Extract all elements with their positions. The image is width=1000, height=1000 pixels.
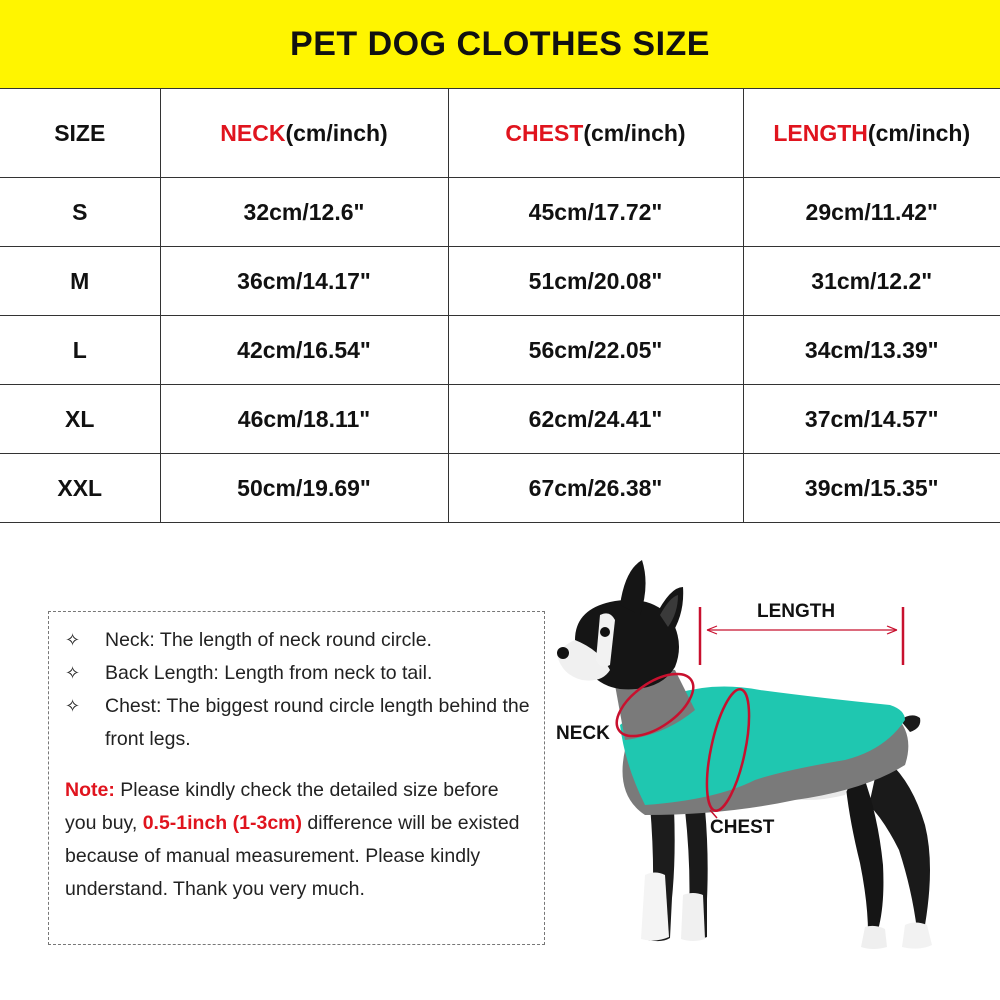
measurement-notes-box bbox=[48, 611, 545, 945]
note-label: Note: bbox=[65, 779, 115, 801]
header-chest-label: CHEST bbox=[505, 119, 584, 146]
chest-cell: 62cm/24.41" bbox=[448, 385, 743, 454]
header-neck-unit: (cm/inch) bbox=[285, 119, 388, 146]
size-cell: L bbox=[0, 316, 160, 385]
header-chest-unit: (cm/inch) bbox=[583, 119, 686, 146]
neck-cell: 36cm/14.17" bbox=[160, 247, 448, 316]
length-cell: 29cm/11.42" bbox=[743, 178, 1000, 247]
bullet-text: Chest: The biggest round circle length behind the front legs. bbox=[105, 695, 530, 750]
size-chart-table bbox=[0, 88, 1000, 523]
chest-cell: 56cm/22.05" bbox=[448, 316, 743, 385]
note-bullet-back-length bbox=[65, 657, 530, 690]
neck-cell: 50cm/19.69" bbox=[160, 454, 448, 523]
four-point-star-icon: ✧ bbox=[65, 663, 81, 683]
neck-label: NECK bbox=[556, 723, 610, 744]
chest-cell: 45cm/17.72" bbox=[448, 178, 743, 247]
table-header-row bbox=[0, 89, 1000, 178]
size-cell: XXL bbox=[0, 454, 160, 523]
neck-cell: 42cm/16.54" bbox=[160, 316, 448, 385]
bullet-text: Back Length: Length from neck to tail. bbox=[105, 662, 433, 684]
header-neck bbox=[160, 89, 448, 178]
dog-measurement-diagram bbox=[545, 555, 1000, 995]
header-length-label: LENGTH bbox=[773, 119, 868, 146]
dog-illustration bbox=[545, 555, 1000, 995]
table-row bbox=[0, 178, 1000, 247]
chest-cell: 51cm/20.08" bbox=[448, 247, 743, 316]
length-cell: 37cm/14.57" bbox=[743, 385, 1000, 454]
header-chest bbox=[448, 89, 743, 178]
note-text: difference will be existed because of manual measurement. Please kindly understand. Thank you very much. bbox=[65, 812, 520, 900]
length-cell: 31cm/12.2" bbox=[743, 247, 1000, 316]
length-cell: 34cm/13.39" bbox=[743, 316, 1000, 385]
size-cell: M bbox=[0, 247, 160, 316]
length-label: LENGTH bbox=[757, 601, 836, 622]
table-row bbox=[0, 454, 1000, 523]
size-cell: XL bbox=[0, 385, 160, 454]
note-emphasis: 0.5-1inch (1-3cm) bbox=[142, 812, 302, 834]
table-row bbox=[0, 247, 1000, 316]
neck-cell: 32cm/12.6" bbox=[160, 178, 448, 247]
neck-cell: 46cm/18.11" bbox=[160, 385, 448, 454]
title-banner bbox=[0, 0, 1000, 88]
length-cell: 39cm/15.35" bbox=[743, 454, 1000, 523]
table-row bbox=[0, 385, 1000, 454]
header-size: SIZE bbox=[0, 89, 160, 178]
bullet-text: Neck: The length of neck round circle. bbox=[105, 629, 432, 651]
four-point-star-icon: ✧ bbox=[65, 630, 81, 650]
size-cell: S bbox=[0, 178, 160, 247]
header-neck-label: NECK bbox=[220, 119, 286, 146]
chest-cell: 67cm/26.38" bbox=[448, 454, 743, 523]
size-note-paragraph bbox=[65, 774, 530, 906]
note-bullet-neck bbox=[65, 624, 530, 657]
note-bullet-chest bbox=[65, 690, 530, 756]
note-text: Please kindly check the detailed size before you buy, bbox=[65, 779, 499, 834]
header-length-unit: (cm/inch) bbox=[867, 119, 971, 146]
four-point-star-icon: ✧ bbox=[65, 696, 81, 716]
page-title: PET DOG CLOTHES SIZE bbox=[290, 24, 710, 63]
chest-label: CHEST bbox=[710, 817, 775, 838]
header-length bbox=[743, 89, 1000, 178]
table-row bbox=[0, 316, 1000, 385]
